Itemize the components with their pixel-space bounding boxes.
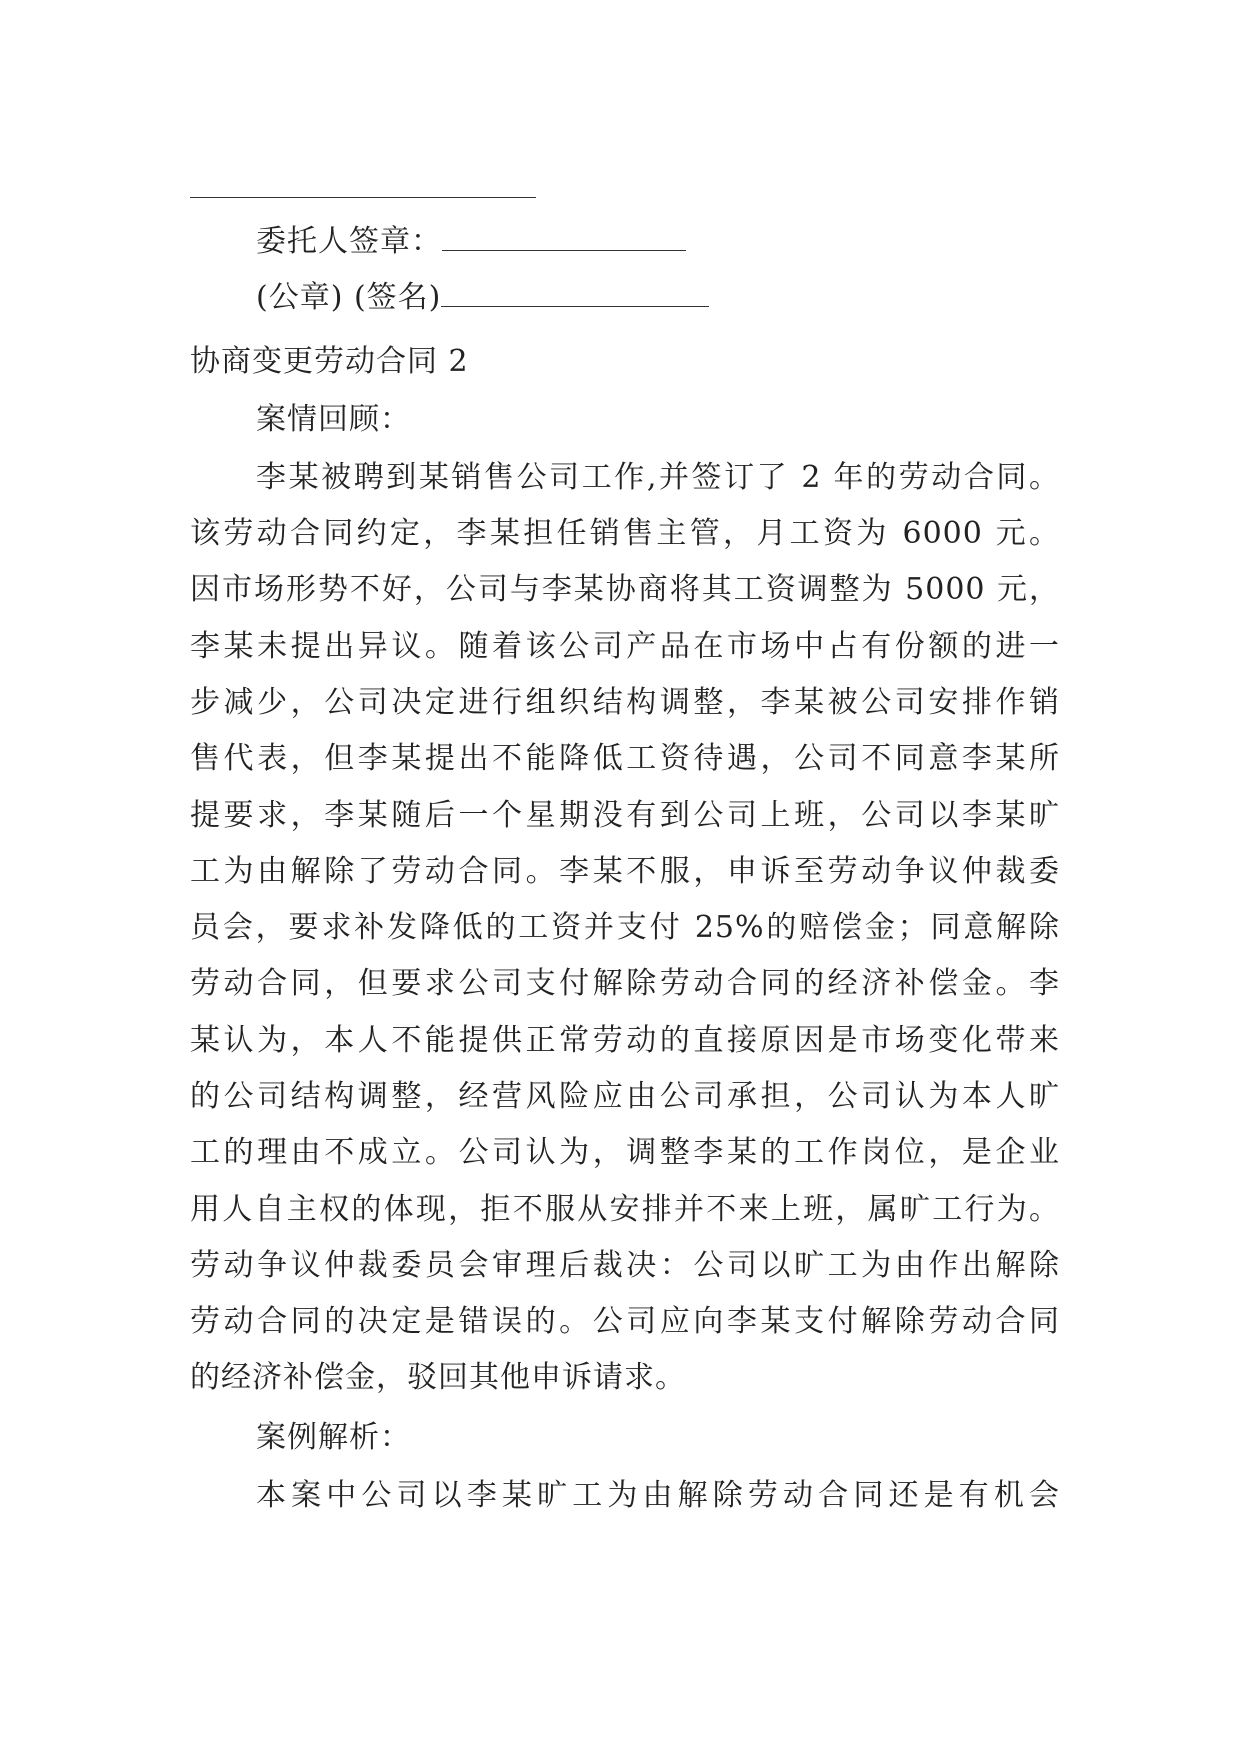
paragraph-line: 该劳动合同约定，李某担任销售主管，月工资为 6000 元。 — [190, 516, 1060, 551]
seal-signature-blank — [441, 278, 709, 307]
paragraph-line: 本案中公司以李某旷工为由解除劳动合同还是有机会 — [256, 1478, 1060, 1513]
paragraph-line: 因市场形势不好，公司与李某协商将其工资调整为 5000 元， — [190, 572, 1060, 607]
paragraph-line: 提要求，李某随后一个星期没有到公司上班，公司以李某旷 — [190, 798, 1060, 833]
paragraph-line: 工为由解除了劳动合同。李某不服，申诉至劳动争议仲裁委 — [190, 854, 1060, 889]
paragraph-line: 李某未提出异议。随着该公司产品在市场中占有份额的进一 — [190, 629, 1060, 664]
case-analysis-heading: 案例解析： — [256, 1420, 411, 1455]
paragraph-line: 李某被聘到某销售公司工作,并签订了 2 年的劳动合同。 — [256, 460, 1060, 495]
paragraph-line: 的公司结构调整，经营风险应由公司承担，公司认为本人旷 — [190, 1079, 1060, 1114]
principal-signature-label: 委托人签章： — [256, 224, 442, 259]
paragraph-line: 劳动合同的决定是错误的。公司应向李某支付解除劳动合同 — [190, 1304, 1060, 1339]
paragraph-line: 工的理由不成立。公司认为，调整李某的工作岗位，是企业 — [190, 1135, 1060, 1170]
paragraph-line: 步减少，公司决定进行组织结构调整，李某被公司安排作销 — [190, 685, 1060, 720]
case-review-heading: 案情回顾： — [256, 402, 411, 437]
seal-signature-row — [256, 278, 709, 318]
signature-rule-top — [190, 197, 536, 198]
paragraph-line: 劳动合同，但要求公司支付解除劳动合同的经济补偿金。李 — [190, 966, 1060, 1001]
seal-signature-label: (公章) (签名) — [256, 280, 442, 315]
principal-signature-blank — [442, 222, 686, 251]
paragraph-line: 某认为，本人不能提供正常劳动的直接原因是市场变化带来 — [190, 1023, 1060, 1058]
principal-signature-row — [256, 222, 686, 262]
paragraph-line: 售代表，但李某提出不能降低工资待遇，公司不同意李某所 — [190, 741, 1060, 776]
section-title: 协商变更劳动合同 2 — [190, 344, 469, 379]
paragraph-line: 的经济补偿金，驳回其他申诉请求。 — [190, 1360, 686, 1395]
paragraph-line: 劳动争议仲裁委员会审理后裁决：公司以旷工为由作出解除 — [190, 1248, 1060, 1283]
paragraph-line: 员会，要求补发降低的工资并支付 25%的赔偿金；同意解除 — [190, 910, 1060, 945]
paragraph-line: 用人自主权的体现，拒不服从安排并不来上班，属旷工行为。 — [190, 1192, 1060, 1227]
